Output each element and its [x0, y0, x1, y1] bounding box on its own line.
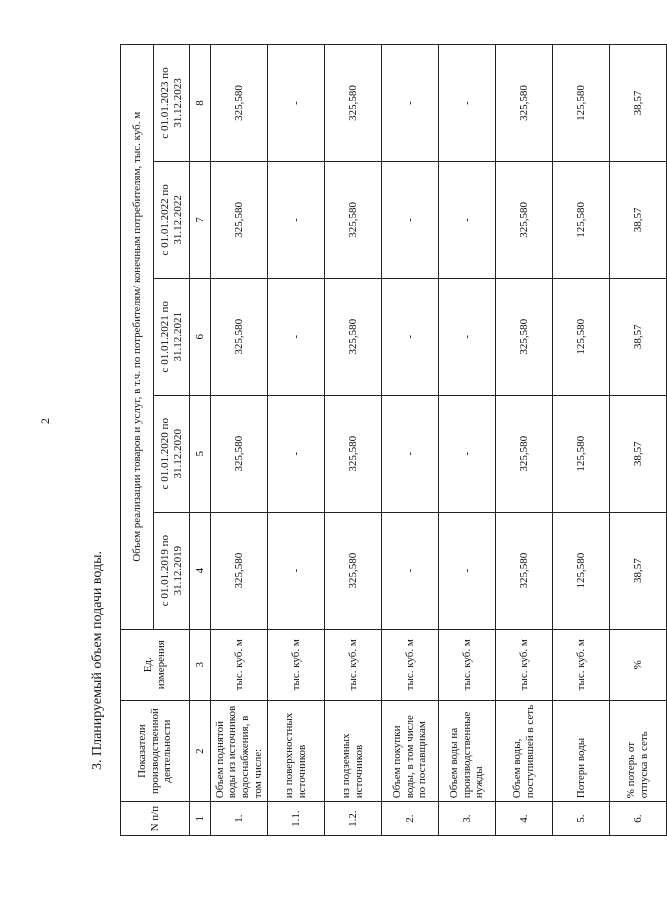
row-value: 325,580	[496, 512, 553, 629]
header-number: N п/п	[121, 802, 190, 836]
row-value: 325,580	[325, 278, 382, 395]
header-period: с 01.01.2023 по 31.12.2023	[154, 45, 190, 162]
row-unit: тыс. куб. м	[325, 629, 382, 700]
row-value: 38,57	[610, 45, 667, 162]
row-number: 1.1.	[268, 802, 325, 836]
row-unit: тыс. куб. м	[496, 629, 553, 700]
row-value: 325,580	[211, 395, 268, 512]
row-value: -	[382, 278, 439, 395]
row-value: 325,580	[325, 161, 382, 278]
row-number: 2.	[382, 802, 439, 836]
table-row	[496, 45, 553, 836]
row-value: 38,57	[610, 512, 667, 629]
table-container	[120, 44, 667, 836]
row-number: 1.	[211, 802, 268, 836]
row-value: -	[439, 45, 496, 162]
section-title: 3. Планируемый объем подачи воды.	[90, 550, 105, 770]
column-number-row	[190, 45, 211, 836]
row-value: 325,580	[211, 278, 268, 395]
row-value: 325,580	[325, 512, 382, 629]
row-value: 325,580	[496, 278, 553, 395]
row-value: -	[439, 512, 496, 629]
row-value: -	[439, 395, 496, 512]
row-value: 38,57	[610, 161, 667, 278]
column-number: 8	[190, 45, 211, 162]
row-unit: %	[610, 629, 667, 700]
row-value: -	[439, 278, 496, 395]
row-value: 125,580	[553, 512, 610, 629]
row-indicator: из подземных источников	[325, 700, 382, 801]
row-value: 325,580	[211, 161, 268, 278]
row-value: -	[268, 278, 325, 395]
row-number: 4.	[496, 802, 553, 836]
row-value: -	[382, 512, 439, 629]
column-number: 6	[190, 278, 211, 395]
row-indicator: Потери воды	[553, 700, 610, 801]
table-row	[325, 45, 382, 836]
row-value: 325,580	[496, 395, 553, 512]
table-row	[439, 45, 496, 836]
row-value: 325,580	[325, 45, 382, 162]
table-row	[211, 45, 268, 836]
row-unit: тыс. куб. м	[553, 629, 610, 700]
header-indicator: Показатели производственной деятельности	[121, 700, 190, 801]
row-value: 125,580	[553, 278, 610, 395]
row-value: 325,580	[325, 395, 382, 512]
row-number: 3.	[439, 802, 496, 836]
column-number: 3	[190, 629, 211, 700]
row-unit: тыс. куб. м	[382, 629, 439, 700]
row-unit: тыс. куб. м	[268, 629, 325, 700]
row-indicator: из поверхностных источников	[268, 700, 325, 801]
row-value: 38,57	[610, 278, 667, 395]
row-indicator: Объем воды на производственные нужды	[439, 700, 496, 801]
row-indicator: % потерь от отпуска в сеть	[610, 700, 667, 801]
table-row	[382, 45, 439, 836]
row-value: 38,57	[610, 395, 667, 512]
row-value: 325,580	[496, 161, 553, 278]
row-value: 325,580	[211, 512, 268, 629]
row-value: -	[268, 161, 325, 278]
row-value: -	[382, 395, 439, 512]
water-supply-table	[120, 44, 667, 836]
row-value: -	[268, 395, 325, 512]
row-value: -	[268, 45, 325, 162]
row-value: 325,580	[211, 45, 268, 162]
row-value: 325,580	[496, 45, 553, 162]
row-value: -	[382, 45, 439, 162]
header-volume-group: Объем реализации товаров и услуг, в т.ч. по потребителям/ конечным потребителям, тыс. куб. м	[121, 45, 154, 630]
column-number: 2	[190, 700, 211, 801]
header-period: с 01.01.2020 по 31.12.2020	[154, 395, 190, 512]
row-number: 6.	[610, 802, 667, 836]
header-unit: Ед. измерения	[121, 629, 190, 700]
column-number: 4	[190, 512, 211, 629]
row-value: -	[382, 161, 439, 278]
column-number: 1	[190, 802, 211, 836]
row-value: 125,580	[553, 161, 610, 278]
row-indicator: Объем воды, поступившей в сеть	[496, 700, 553, 801]
table-row	[610, 45, 667, 836]
row-number: 5.	[553, 802, 610, 836]
row-value: -	[268, 512, 325, 629]
row-value: -	[439, 161, 496, 278]
row-indicator: Объем покупки воды, в том числе по поставщикам	[382, 700, 439, 801]
row-number: 1.2.	[325, 802, 382, 836]
table-row	[268, 45, 325, 836]
column-number: 5	[190, 395, 211, 512]
header-period: с 01.01.2021 по 31.12.2021	[154, 278, 190, 395]
row-unit: тыс. куб. м	[211, 629, 268, 700]
column-number: 7	[190, 161, 211, 278]
page-number: 2	[38, 418, 52, 424]
row-value: 125,580	[553, 45, 610, 162]
table-row	[553, 45, 610, 836]
row-unit: тыс. куб. м	[439, 629, 496, 700]
row-value: 125,580	[553, 395, 610, 512]
row-indicator: Объем поднятой воды из источников водоснабжения, в том числе:	[211, 700, 268, 801]
header-period: с 01.01.2019 по 31.12.2019	[154, 512, 190, 629]
header-period: с 01.01.2022 по 31.12.2022	[154, 161, 190, 278]
